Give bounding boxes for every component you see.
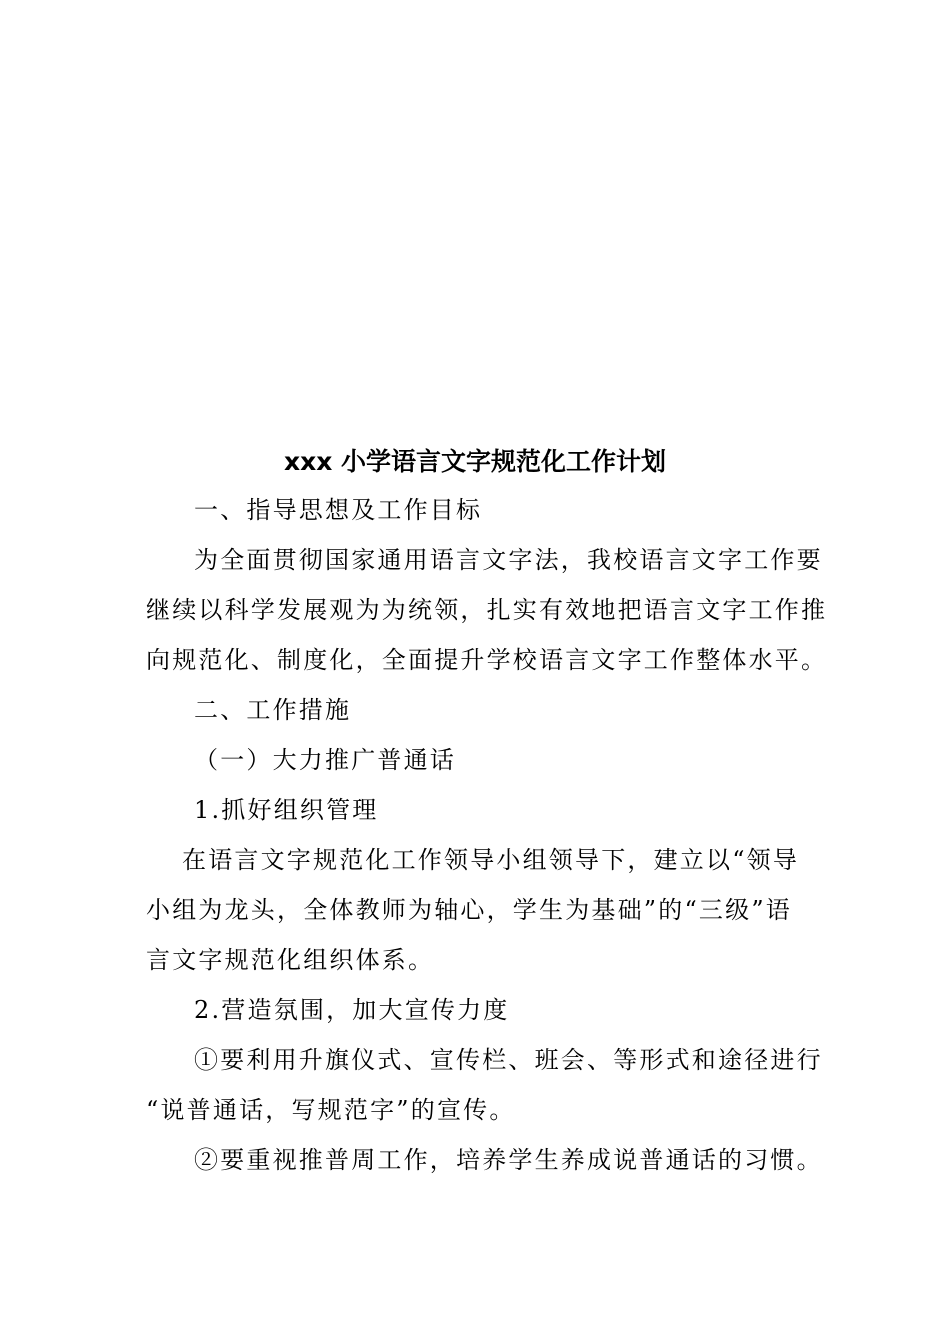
paragraph-line: 在语言文字规范化工作领导小组领导下，建立以“领导 xyxy=(182,846,800,874)
paragraph-line: 向规范化、制度化，全面提升学校语言文字工作整体水平。 xyxy=(146,646,828,674)
paragraph-line: ②要重视推普周工作，培养学生养成说普通话的习惯。 xyxy=(194,1146,823,1174)
section-heading-1: 一、指导思想及工作目标 xyxy=(194,496,483,524)
paragraph-line: 小组为龙头，全体教师为轴心，学生为基础”的“三级”语 xyxy=(146,896,793,924)
section-heading-2: 二、工作措施 xyxy=(194,696,352,724)
item-heading-2: 2.营造氛围，加大宣传力度 xyxy=(194,996,510,1024)
paragraph-line: 继续以科学发展观为为统领，扎实有效地把语言文字工作推 xyxy=(146,596,828,624)
item-heading-1: 1.抓好组织管理 xyxy=(194,796,379,824)
paragraph-line: ①要利用升旗仪式、宣传栏、班会、等形式和途径进行 xyxy=(194,1046,823,1074)
paragraph-line: 为全面贯彻国家通用语言文字法，我校语言文字工作要 xyxy=(194,546,823,574)
subsection-heading: （一）大力推广普通话 xyxy=(194,746,456,774)
document-title: xxx 小学语言文字规范化工作计划 xyxy=(283,447,667,476)
paragraph-line: “说普通话，写规范字”的宣传。 xyxy=(146,1096,516,1124)
paragraph-line: 言文字规范化组织体系。 xyxy=(146,946,435,974)
